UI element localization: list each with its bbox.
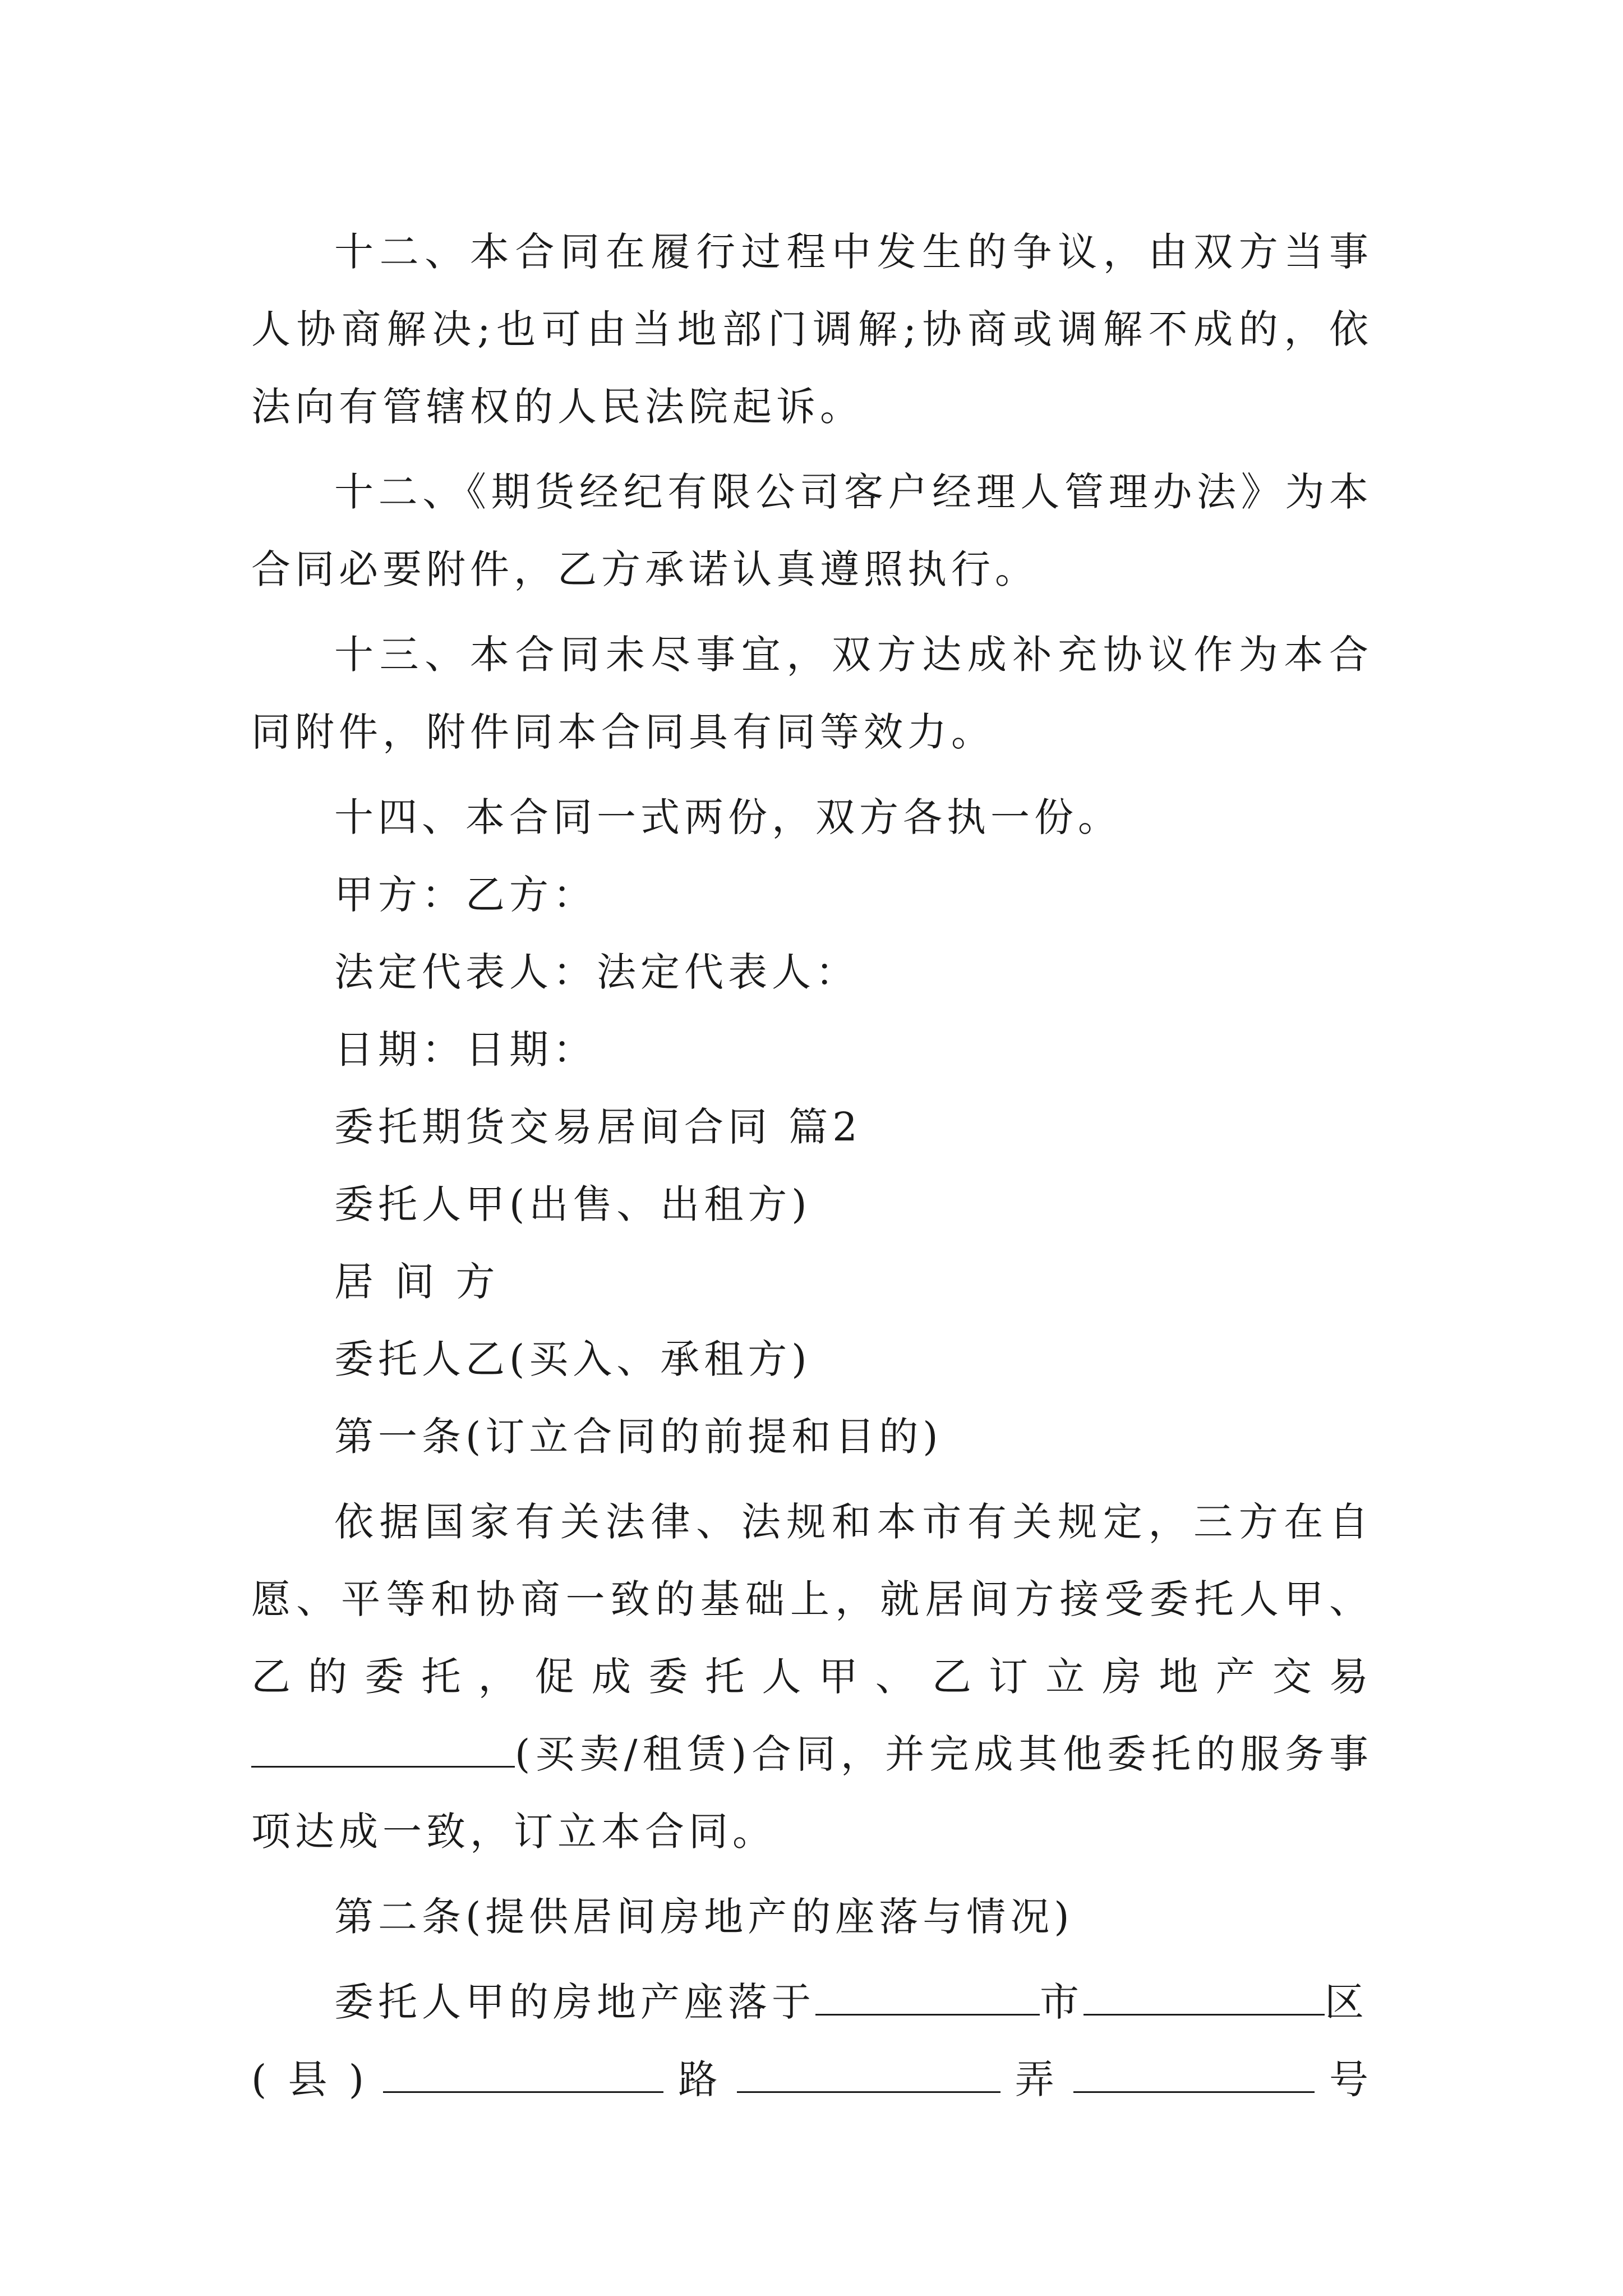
clause-12-annex: 十二、《期货经纪有限公司客户经理人管理办法》为本合同必要附件，乙方承诺认真遵照执行。 (251, 469, 1373, 592)
article-1-title: 第一条(订立合同的前提和目的) (334, 1414, 943, 1460)
article-1-text-part2: (买卖/租赁)合同，并完成其他委托的服务事项达成一致，订立本合同。 (251, 1731, 1373, 1855)
unit-road: 路 (678, 2056, 722, 2102)
unit-city: 市 (1040, 1979, 1083, 2025)
article-2-address-line2 (251, 2041, 1373, 2118)
lane-blank[interactable] (1073, 2055, 1315, 2093)
document-page (251, 213, 1373, 2118)
party-a-label: 委托人甲(出售、出租方) (334, 1181, 811, 1227)
unit-lane: 弄 (1015, 2056, 1059, 2102)
article-1-text-part1: 依据国家有关法律、法规和本市有关规定，三方在自愿、平等和协商一致的基础上，就居间方接受委托人甲、乙的委托，促成委托人甲、乙订立房地产交易 (251, 1499, 1373, 1700)
article-1-text (251, 1483, 1373, 1870)
unit-number: 号 (1329, 2056, 1373, 2102)
road-blank[interactable] (737, 2055, 1000, 2093)
intermediary-label: 居 间 方 (334, 1259, 500, 1305)
article-2-address-line1 (251, 1963, 1373, 2041)
clause-14-copies: 十四、本合同一式两份，双方各执一份。 (334, 794, 1122, 840)
article-2-title: 第二条(提供居间房地产的座落与情况) (334, 1894, 1074, 1940)
city-blank[interactable] (815, 1975, 1040, 2016)
transaction-type-blank[interactable] (251, 1727, 515, 1768)
party-b-label: 委托人乙(买入、承租方) (334, 1336, 811, 1382)
address-prefix: 委托人甲的房地产座落于 (334, 1979, 815, 2025)
signature-parties: 甲方：乙方： (334, 872, 597, 918)
signature-representatives: 法定代表人：法定代表人： (334, 949, 859, 995)
clause-12-disputes: 十二、本合同在履行过程中发生的争议，由双方当事人协商解决;也可由当地部门调解;协商或调解不成的，依法向有管辖权的人民法院起诉。 (251, 229, 1373, 430)
unit-county: ( 县 ) (251, 2056, 369, 2102)
section-title: 委托期货交易居间合同 篇2 (334, 1104, 862, 1150)
clause-13-supplement: 十三、本合同未尽事宜，双方达成补充协议作为本合同附件，附件同本合同具有同等效力。 (251, 632, 1373, 755)
district-blank[interactable] (1083, 1975, 1325, 2016)
signature-dates: 日期：日期： (334, 1027, 597, 1073)
county-blank[interactable] (383, 2055, 663, 2093)
unit-district: 区 (1325, 1979, 1368, 2025)
